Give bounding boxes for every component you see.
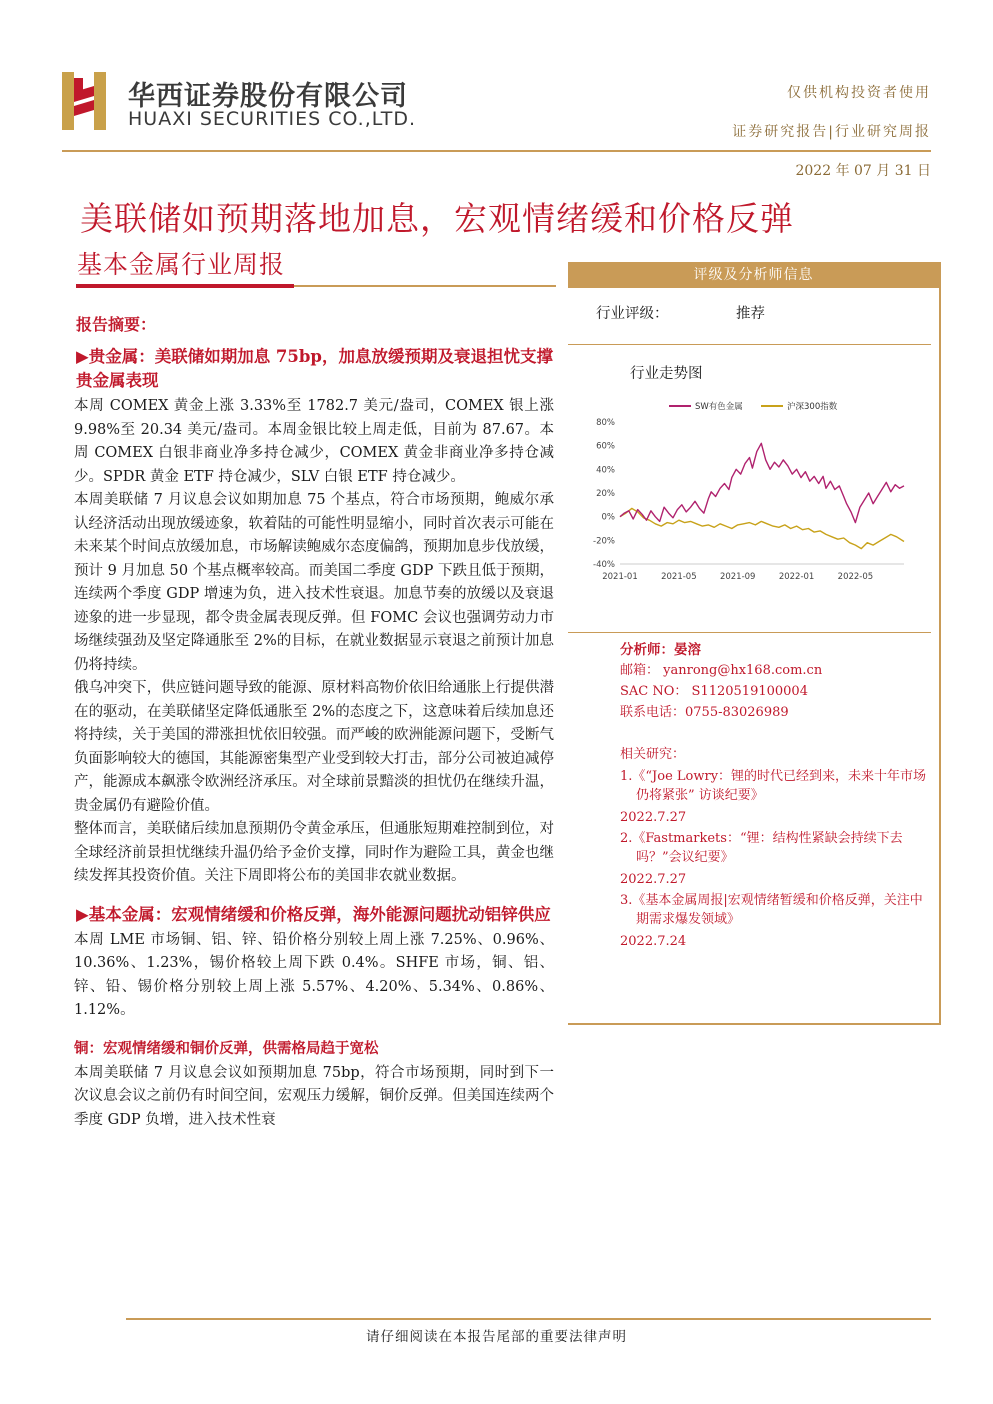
- x-tick-label: 2021-05: [661, 572, 697, 582]
- report-subtitle: 基本金属行业周报: [77, 250, 286, 279]
- y-tick-label: 0%: [601, 512, 615, 523]
- rating-label: 行业评级：: [596, 306, 669, 322]
- y-tick-label: 60%: [596, 441, 615, 452]
- analyst-email[interactable]: 邮箱： yanrong@hx168.com.cn: [620, 663, 823, 678]
- related-research-item[interactable]: [620, 767, 930, 827]
- summary-column: [76, 312, 554, 1132]
- summary-label: 报告摘要：: [76, 315, 157, 334]
- related-research-date: 2022.7.27: [620, 810, 687, 825]
- precious-paragraph: 整体而言，美联储后续加息预期仍令黄金承压，但通胀短期难控制到位，对全球经济前景担忧继续升温仍给予金价支撑，同时作为避险工具，黄金也继续发挥其投资价值。关注下周即将公布的美国非农就业数据。: [74, 821, 554, 884]
- analyst-phone: 联系电话：0755-83026989: [620, 705, 789, 720]
- report-date: 2022 年 07 月 31 日: [795, 163, 931, 179]
- x-tick-label: 2022-01: [778, 572, 815, 582]
- precious-paragraph: 本周 COMEX 黄金上涨 3.33%至 1782.7 美元/盎司，COMEX 银上涨 9.98%至 20.34 美元/盎司。本周金银比较上周走低，目前为 87.67。本周 COMEX 白银非商业净多持仓减少，COMEX 黄金非商业净多持仓减少。SPDR 黄金 ETF 持仓减少，SLV 白银 ETF 持仓减少。: [74, 398, 554, 485]
- related-research-text[interactable]: 3.《基本金属周报|宏观情绪暂缓和价格反弹，关注中期需求爆发领域》: [620, 893, 923, 927]
- title-underline-accent: [76, 284, 294, 288]
- related-research-item[interactable]: [620, 891, 930, 951]
- x-tick-label: 2021-01: [602, 572, 638, 582]
- header-divider: [62, 150, 931, 152]
- footer-divider: [126, 1318, 931, 1320]
- precious-paragraph: 本周美联储 7 月议息会议如期加息 75 个基点，符合市场预期，鲍威尔承认经济活动出现放缓迹象，软着陆的可能性明显缩小，同时首次表示可能在未来某个时间点放缓加息，市场解读鲍威尔态度偏鸽，预期加息步伐放缓，预计 9 月加息 50 个基点概率较高。而美国二季度 GDP 下跌且低于预期，连续两个季度 GDP 增速为负，进入技术性衰退。加息节奏的放缓以及衰退迹象的进一步显现，都令贵金属表现反弹。但 FOMC 会议也强调劳动力市场继续强劲及坚定降通胀至 2%的目标，在就业数据显示衰退之前预计加息仍将持续。: [74, 492, 554, 673]
- box-header: 评级及分析师信息: [568, 262, 939, 288]
- legend-label: SW有色金属: [695, 402, 743, 412]
- analyst-sac: SAC NO： S1120519100004: [620, 684, 808, 699]
- report-main-title: 美联储如预期落地加息，宏观情绪缓和价格反弹: [80, 199, 794, 238]
- precious-paragraph: 俄乌冲突下，供应链问题导致的能源、原材料高物价依旧给通胀上行提供潜在的驱动，在美联储坚定降低通胀至 2%的态度之下，这意味着后续加息还将持续，关于美国的滞涨担忧依旧较强。而严峻的欧洲能源问题下，受断气负面影响较大的德国，其能源密集型产业受到较大打击，部分公司被迫减停产，能源成本飙涨令欧洲经济承压。对全球前景黯淡的担忧仍在继续升温，贵金属仍有避险价值。: [74, 680, 554, 814]
- y-tick-label: -20%: [593, 536, 615, 547]
- rating-divider: [568, 344, 931, 345]
- copper-heading: 铜：宏观情绪缓和铜价反弹，供需格局趋于宽松: [74, 1039, 379, 1057]
- analyst-name: 分析师：晏溶: [620, 642, 701, 658]
- rating-analyst-box: [568, 262, 941, 1025]
- x-tick-label: 2021-09: [719, 572, 756, 582]
- title-underline: [294, 285, 556, 287]
- related-research-date: 2022.7.27: [620, 872, 687, 887]
- y-tick-label: 40%: [596, 465, 615, 476]
- legend-label: 沪深300指数: [787, 402, 838, 412]
- x-tick-label: 2022-05: [837, 572, 874, 582]
- y-tick-label: 20%: [596, 489, 615, 499]
- legal-notice-footer: 请仔细阅读在本报告尾部的重要法律声明: [366, 1329, 627, 1345]
- industry-trend-chart: [584, 392, 929, 597]
- trend-chart-label: 行业走势图: [630, 366, 703, 382]
- report-type: 证券研究报告|行业研究周报: [732, 124, 931, 140]
- related-research-title: 相关研究：: [620, 747, 686, 762]
- related-research-text[interactable]: 2.《Fastmarkets：“锂：结构性紧缺会持续下去吗？”会议纪要》: [620, 831, 903, 865]
- y-tick-label: -40%: [593, 560, 615, 570]
- company-name-en: HUAXI SECURITIES CO.,LTD.: [128, 108, 416, 130]
- base-metals-heading: ▶基本金属：宏观情绪缓和价格反弹，海外能源问题扰动铝锌供应: [76, 904, 551, 924]
- series-line: [620, 508, 904, 548]
- analyst-block: [620, 640, 930, 951]
- precious-metals-heading: ▶贵金属：美联储如期加息 75bp，加息放缓预期及衰退担忧支撑贵金属表现: [76, 347, 553, 390]
- company-name-cn: 华西证券股份有限公司: [128, 81, 408, 112]
- related-research-item[interactable]: [620, 829, 930, 889]
- usage-note: 仅供机构投资者使用: [787, 85, 931, 101]
- copper-paragraph: 本周美联储 7 月议息会议如预期加息 75bp，符合市场预期，同时到下一次议息会议之前仍有时间空间，宏观压力缓解，铜价反弹。但美国连续两个季度 GDP 负增，进入技术性衰: [74, 1064, 554, 1128]
- series-line: [620, 443, 904, 522]
- rating-value: 推荐: [736, 306, 765, 322]
- related-research-text[interactable]: 1.《“Joe Lowry：锂的时代已经到来，未来十年市场仍将紧张” 访谈纪要》: [620, 769, 927, 803]
- huaxi-logo-icon: [62, 72, 106, 130]
- chart-divider: [568, 632, 931, 633]
- y-tick-label: 80%: [596, 418, 615, 428]
- related-research-date: 2022.7.24: [620, 934, 687, 949]
- base-paragraph: 本周 LME 市场铜、铝、锌、铅价格分别较上周上涨 7.25%、0.96%、10.36%、1.23%，锡价格较上周下跌 0.4%。SHFE 市场，铜、铝、锌、铅、锡价格分别较上周上涨 5.57%、4.20%、5.34%、0.86%、1.12%。: [74, 931, 554, 1018]
